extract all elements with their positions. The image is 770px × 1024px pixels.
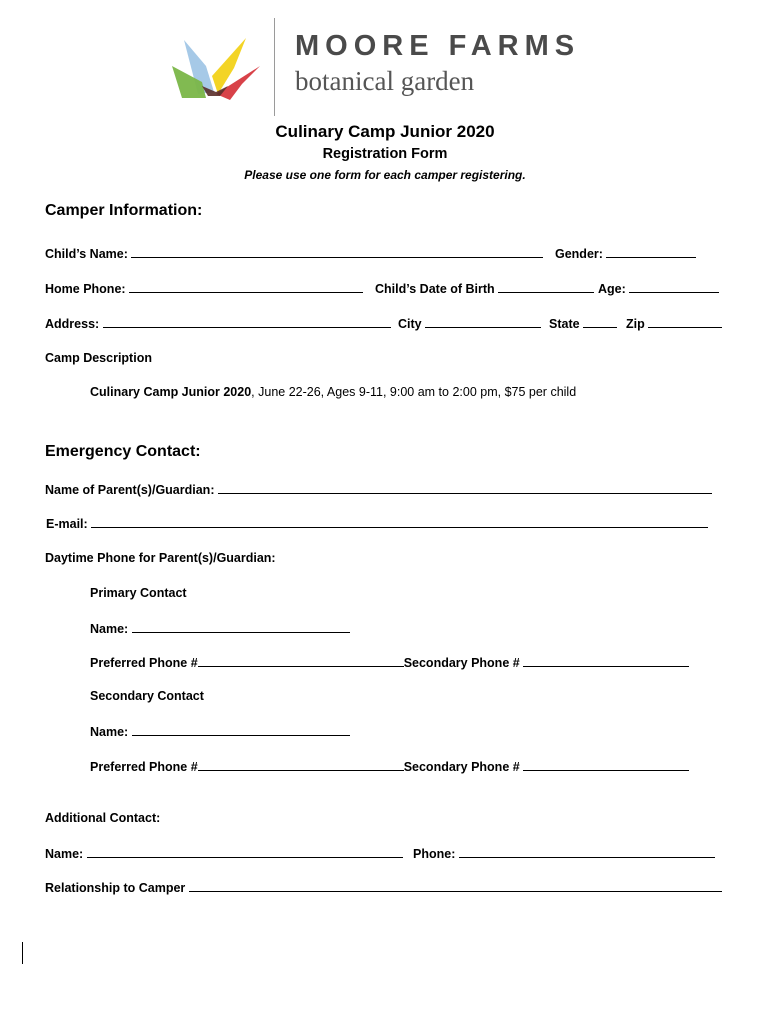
home-phone-input[interactable]	[129, 281, 363, 293]
camp-name: Culinary Camp Junior 2020	[90, 385, 252, 399]
secondary-preferred-phone-field	[90, 759, 689, 774]
secondary-secondary-phone-label: Secondary Phone #	[403, 760, 520, 774]
primary-secondary-phone-label: Secondary Phone #	[403, 656, 520, 670]
child-name-label: Child’s Name:	[45, 247, 128, 261]
brand-subtitle: botanical garden	[295, 66, 475, 96]
relationship-field	[45, 880, 722, 895]
logo-divider	[274, 18, 275, 116]
camper-information-heading: Camper Information:	[45, 202, 203, 219]
primary-contact-heading: Primary Contact	[90, 586, 187, 600]
camp-details: , June 22-26, Ages 9-11, 9:00 am to 2:00 pm, $75 per child	[251, 385, 577, 399]
secondary-name-field	[90, 724, 350, 739]
zip-field	[626, 316, 722, 331]
daytime-phone-heading: Daytime Phone for Parent(s)/Guardian:	[45, 551, 276, 565]
primary-preferred-phone-label: Preferred Phone #	[90, 656, 198, 670]
parent-name-label: Name of Parent(s)/Guardian:	[45, 483, 215, 497]
form-instructions: Please use one form for each camper registering.	[244, 168, 526, 182]
zip-label: Zip	[626, 317, 645, 331]
state-field	[549, 316, 617, 331]
primary-preferred-phone-field	[90, 655, 689, 670]
secondary-contact-heading: Secondary Contact	[90, 689, 204, 703]
dob-field	[375, 281, 594, 296]
brand-name: MOORE FARMS	[295, 30, 581, 62]
address-field	[45, 316, 391, 331]
address-label: Address:	[45, 317, 100, 331]
age-field	[598, 281, 719, 296]
secondary-preferred-phone-label: Preferred Phone #	[90, 760, 198, 774]
email-label: E-mail:	[46, 517, 88, 531]
moore-farms-logo-icon	[172, 36, 264, 102]
primary-name-input[interactable]	[132, 621, 350, 633]
age-input[interactable]	[629, 281, 719, 293]
relationship-input[interactable]	[189, 880, 722, 892]
relationship-label: Relationship to Camper	[45, 881, 186, 895]
primary-name-field	[90, 621, 350, 636]
dob-label: Child’s Date of Birth	[375, 282, 495, 296]
additional-name-field	[45, 846, 403, 861]
dob-input[interactable]	[498, 281, 594, 293]
state-label: State	[549, 317, 580, 331]
age-label: Age:	[598, 282, 626, 296]
child-name-input[interactable]	[131, 246, 543, 258]
gender-field	[555, 246, 696, 261]
home-phone-field	[45, 281, 363, 296]
primary-name-label: Name:	[90, 622, 129, 636]
home-phone-label: Home Phone:	[45, 282, 126, 296]
form-subtitle: Registration Form	[322, 146, 448, 162]
gender-input[interactable]	[606, 246, 696, 258]
additional-contact-heading: Additional Contact:	[45, 811, 161, 825]
primary-preferred-phone-input[interactable]	[198, 655, 404, 667]
child-name-field	[45, 246, 543, 261]
secondary-secondary-phone-input[interactable]	[523, 759, 689, 771]
gender-label: Gender:	[555, 247, 603, 261]
secondary-preferred-phone-input[interactable]	[198, 759, 404, 771]
additional-phone-input[interactable]	[459, 846, 715, 858]
additional-name-input[interactable]	[87, 846, 403, 858]
primary-secondary-phone-input[interactable]	[523, 655, 689, 667]
additional-phone-label: Phone:	[413, 847, 456, 861]
email-field	[46, 516, 708, 531]
city-field	[398, 316, 541, 331]
secondary-name-input[interactable]	[132, 724, 350, 736]
emergency-contact-heading: Emergency Contact:	[45, 443, 201, 460]
parent-name-field	[45, 482, 712, 497]
camp-description	[90, 385, 576, 399]
zip-input[interactable]	[648, 316, 722, 328]
text-cursor	[22, 942, 23, 964]
additional-name-label: Name:	[45, 847, 84, 861]
address-input[interactable]	[103, 316, 391, 328]
secondary-name-label: Name:	[90, 725, 129, 739]
state-input[interactable]	[583, 316, 617, 328]
form-title: Culinary Camp Junior 2020	[275, 122, 495, 141]
parent-name-input[interactable]	[218, 482, 712, 494]
camp-description-heading: Camp Description	[45, 351, 152, 365]
city-label: City	[398, 317, 422, 331]
city-input[interactable]	[425, 316, 541, 328]
additional-phone-field	[413, 846, 715, 861]
email-input[interactable]	[91, 516, 708, 528]
